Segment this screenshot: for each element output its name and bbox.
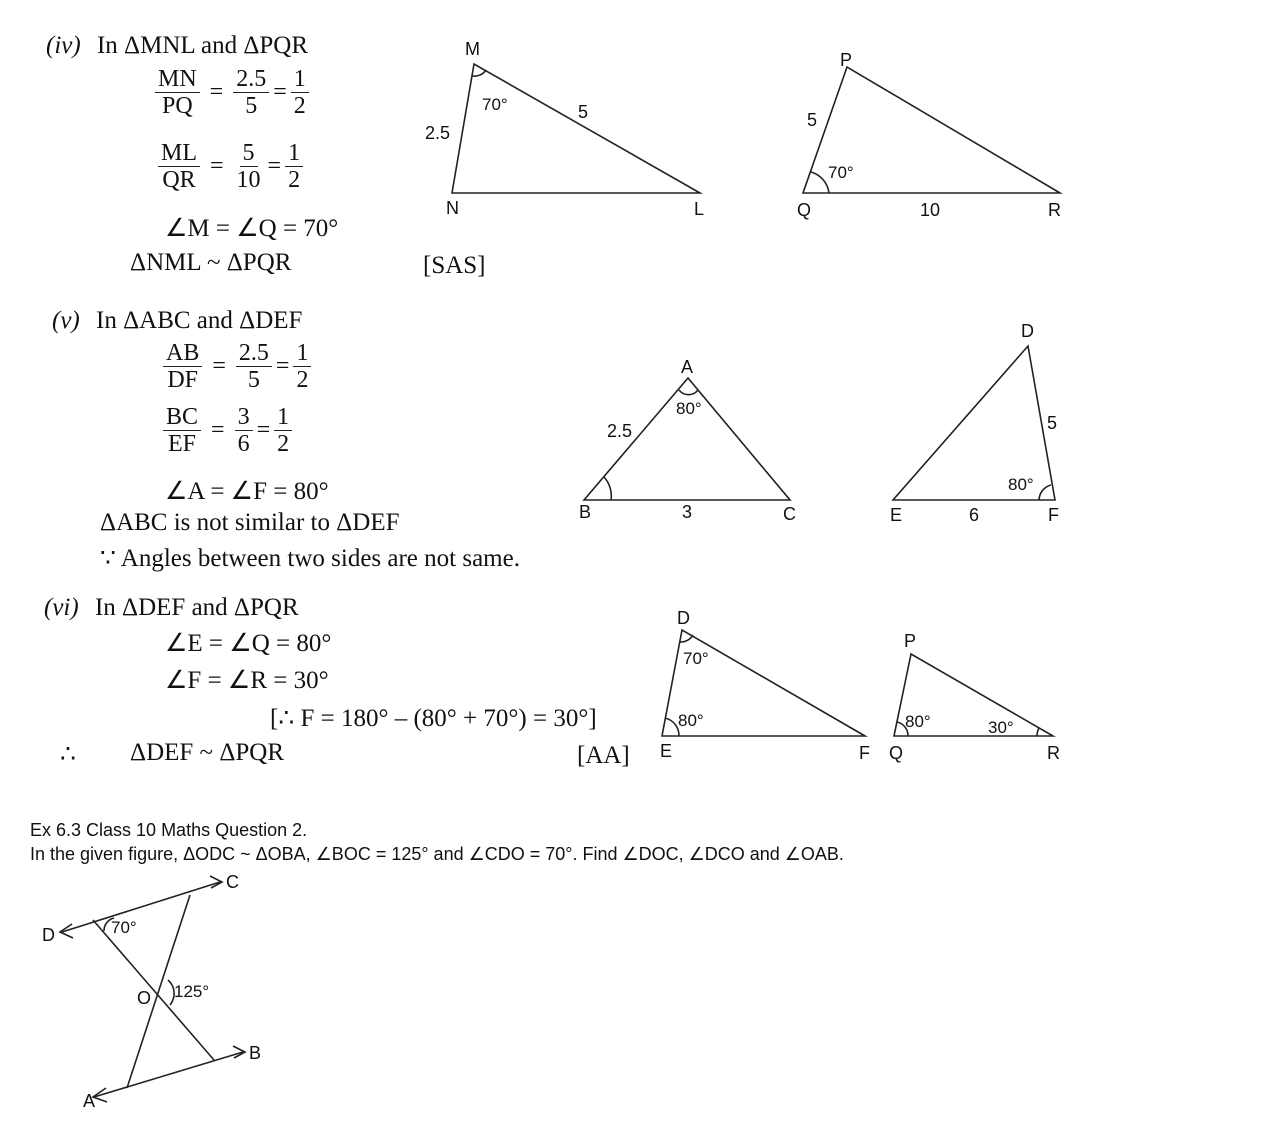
vertex-label: R (1047, 743, 1060, 763)
side-label: 3 (682, 502, 693, 522)
part-v-conclusion: ΔABC is not similar to ΔDEF (100, 509, 400, 536)
part-iv-angle-line: ∠M = ∠Q = 70° (165, 215, 339, 242)
ratio-denominator: 10 (236, 167, 261, 194)
vertex-label: F (1048, 505, 1059, 525)
angle-label: 70° (683, 649, 709, 668)
angle-label: 80° (678, 711, 704, 730)
vertex-label: N (446, 198, 459, 218)
part-v-angle-line: ∠A = ∠F = 80° (165, 478, 329, 505)
ratio-numerator: 1 (274, 404, 292, 431)
question-heading: Ex 6.3 Class 10 Maths Question 2. (30, 820, 308, 840)
question-text: In the given figure, ΔODC ~ ΔOBA, ∠BOC = 125° and ∠CDO = 70°. Find ∠DOC, ∠DCO and ∠OAB. (30, 844, 844, 864)
ratio-numerator: ML (158, 140, 200, 167)
ratio-numerator: 1 (293, 340, 311, 367)
ratio-numerator: 2.5 (233, 66, 269, 93)
vertex-label: B (249, 1043, 262, 1063)
part-vi-line-2: ∠F = ∠R = 30° (165, 667, 329, 694)
vertex-label: E (890, 505, 903, 525)
vertex-label: E (660, 741, 673, 761)
ratio-numerator: 1 (291, 66, 309, 93)
part-vi-line-1: ∠E = ∠Q = 80° (165, 630, 332, 657)
ratio-denominator: 2 (288, 167, 301, 194)
ratio-numerator: BC (163, 404, 201, 431)
vertex-label: A (681, 357, 694, 377)
part-iv-ratio-1: $\frac{MN}{PQ}$ = $\frac{2.5}{5}$ = $\frac{1}{2}$ (155, 66, 309, 120)
part-vi-conclusion: ΔDEF ~ ΔPQR (130, 739, 285, 766)
line-ab (94, 1052, 243, 1097)
angle-arc-q (811, 172, 829, 193)
part-v-label: (v) (52, 307, 80, 334)
angle-arc-r (1037, 728, 1039, 736)
angle-label: 70° (482, 95, 508, 114)
angle-label: 125° (174, 982, 210, 1001)
ratio-denominator: DF (167, 367, 199, 394)
vertex-label: R (1048, 200, 1061, 220)
part-iv-title: In ΔMNL and ΔPQR (96, 32, 309, 59)
vertex-label: L (694, 199, 705, 219)
angle-label: 80° (1008, 475, 1034, 494)
angle-arc-a (679, 390, 698, 395)
part-vi-label: (vi) (44, 594, 79, 621)
ratio-denominator: 5 (245, 93, 258, 120)
part-vi-title: In ΔDEF and ΔPQR (94, 594, 299, 621)
part-iv-conclusion: ΔNML ~ ΔPQR (130, 249, 292, 276)
ratio-numerator: 5 (240, 140, 258, 167)
angle-label: 70° (111, 918, 137, 937)
angle-label: 30° (988, 718, 1014, 737)
side-label: 5 (807, 110, 818, 130)
part-v-ratio-1: $\frac{AB}{DF}$ = $\frac{2.5}{5}$ = $\frac{1}{2}$ (163, 340, 311, 394)
side-label: 5 (578, 102, 589, 122)
part-v-title: In ΔABC and ΔDEF (96, 307, 303, 334)
part-v-reason: ∵ Angles between two sides are not same. (100, 545, 520, 572)
part-vi-reason: [AA] (577, 742, 630, 769)
vertex-label: A (83, 1091, 96, 1111)
side-label: 10 (920, 200, 941, 220)
vertex-label: C (226, 872, 239, 892)
ratio-denominator: 2 (277, 431, 290, 458)
vertex-label: Q (797, 200, 812, 220)
part-iv-reason: [SAS] (423, 252, 486, 279)
ratio-denominator: PQ (161, 93, 193, 120)
angle-arc-f (1039, 485, 1051, 500)
angle-arc-m (472, 70, 486, 76)
ratio-denominator: 6 (237, 431, 250, 458)
vertex-label: D (1021, 321, 1034, 341)
vertex-label: B (579, 502, 592, 522)
ratio-numerator: 1 (285, 140, 303, 167)
arrow-c (210, 876, 222, 888)
side-label: 2.5 (425, 123, 451, 143)
part-vi-line-3: [∴ F = 180° – (80° + 70°) = 30°] (270, 705, 597, 732)
ratio-denominator: 2 (296, 367, 309, 394)
vertex-label: F (859, 743, 870, 763)
part-iv-label: (iv) (46, 32, 81, 59)
vertex-label: Q (889, 743, 904, 763)
ratio-numerator: 2.5 (236, 340, 272, 367)
vertex-label: D (677, 608, 690, 628)
angle-arc-b (604, 477, 611, 500)
ratio-denominator: 5 (247, 367, 260, 394)
part-v-ratio-2: $\frac{BC}{EF}$ = $\frac{3}{6}$ = $\frac{1}{2}$ (163, 404, 292, 458)
vertex-label: P (840, 50, 853, 70)
side-label: 2.5 (607, 421, 633, 441)
triangle-mnl (452, 64, 700, 193)
vertex-label: M (465, 39, 480, 59)
arrow-b (233, 1046, 245, 1058)
ratio-numerator: 3 (235, 404, 253, 431)
side-label: 5 (1047, 413, 1058, 433)
angle-label: 80° (676, 399, 702, 418)
therefore-symbol: ∴ (60, 741, 76, 768)
vertex-label: O (137, 988, 152, 1008)
ratio-denominator: EF (168, 431, 197, 458)
side-label: 6 (969, 505, 980, 525)
ratio-denominator: 2 (293, 93, 306, 120)
line-dc (62, 882, 220, 932)
vertex-label: P (904, 631, 917, 651)
angle-arc-e (665, 718, 679, 736)
angle-label: 80° (905, 712, 931, 731)
angle-label: 70° (828, 163, 854, 182)
part-iv-ratio-2: $\frac{ML}{QR}$ = $\frac{5}{10}$ = $\frac{1}{2}$ (158, 140, 303, 194)
ratio-numerator: MN (155, 66, 200, 93)
ratio-denominator: QR (162, 167, 196, 194)
vertex-label: D (42, 925, 55, 945)
ratio-numerator: AB (163, 340, 202, 367)
vertex-label: C (783, 504, 796, 524)
